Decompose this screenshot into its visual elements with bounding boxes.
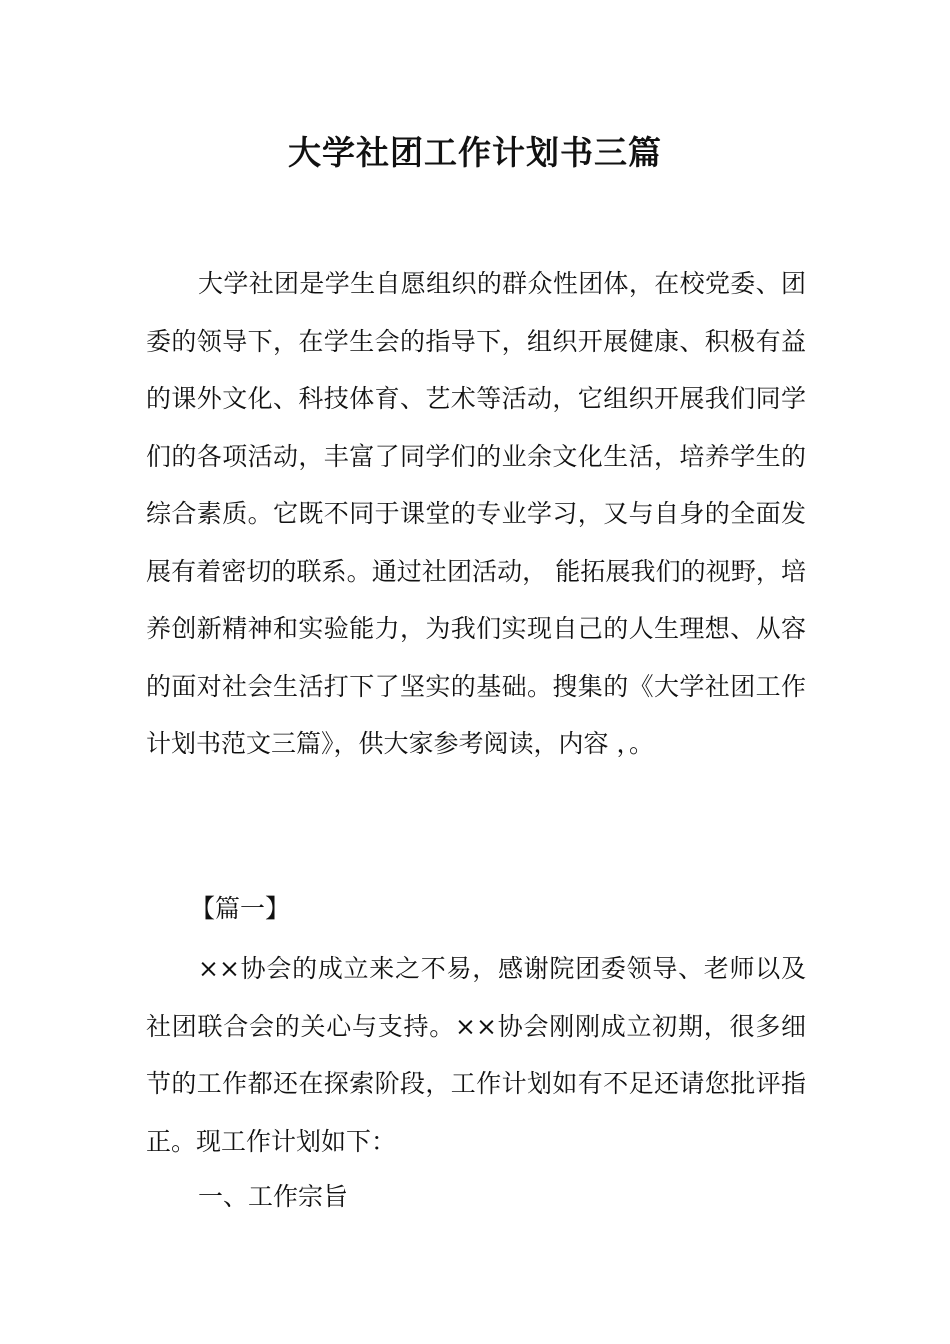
section-paragraph: ××协会的成立来之不易，感谢院团委领导、老师以及社团联合会的关心与支持。××协会刚刚成立初期，很多细节的工作都还在探索阶段，工作计划如有不足还请您批评指正。现工作计划如下： (146, 954, 806, 1156)
section-heading: 【篇一】 (190, 894, 291, 923)
item-heading: 一、工作宗旨 (198, 1182, 349, 1211)
document-title: 大学社团工作计划书三篇 (288, 133, 662, 172)
intro-paragraph: 大学社团是学生自愿组织的群众性团体，在校党委、团委的领导下，在学生会的指导下，组织开展健康、积极有益的课外文化、科技体育、艺术等活动，它组织开展我们同学们的各项活动，丰富了同学们的业余文化生活，培养学生的综合素质。它既不同于课堂的专业学习，又与自身的全面发展有着密切的联系。通过社团活动， 能拓展我们的视野，培养创新精神和实验能力，为我们实现自己的人生理想、从容的面对社会生活打下了坚实的基础。搜集的《大学社团工作计划书范文三篇》，供大家参考阅读，内容 ，。 (146, 269, 806, 758)
